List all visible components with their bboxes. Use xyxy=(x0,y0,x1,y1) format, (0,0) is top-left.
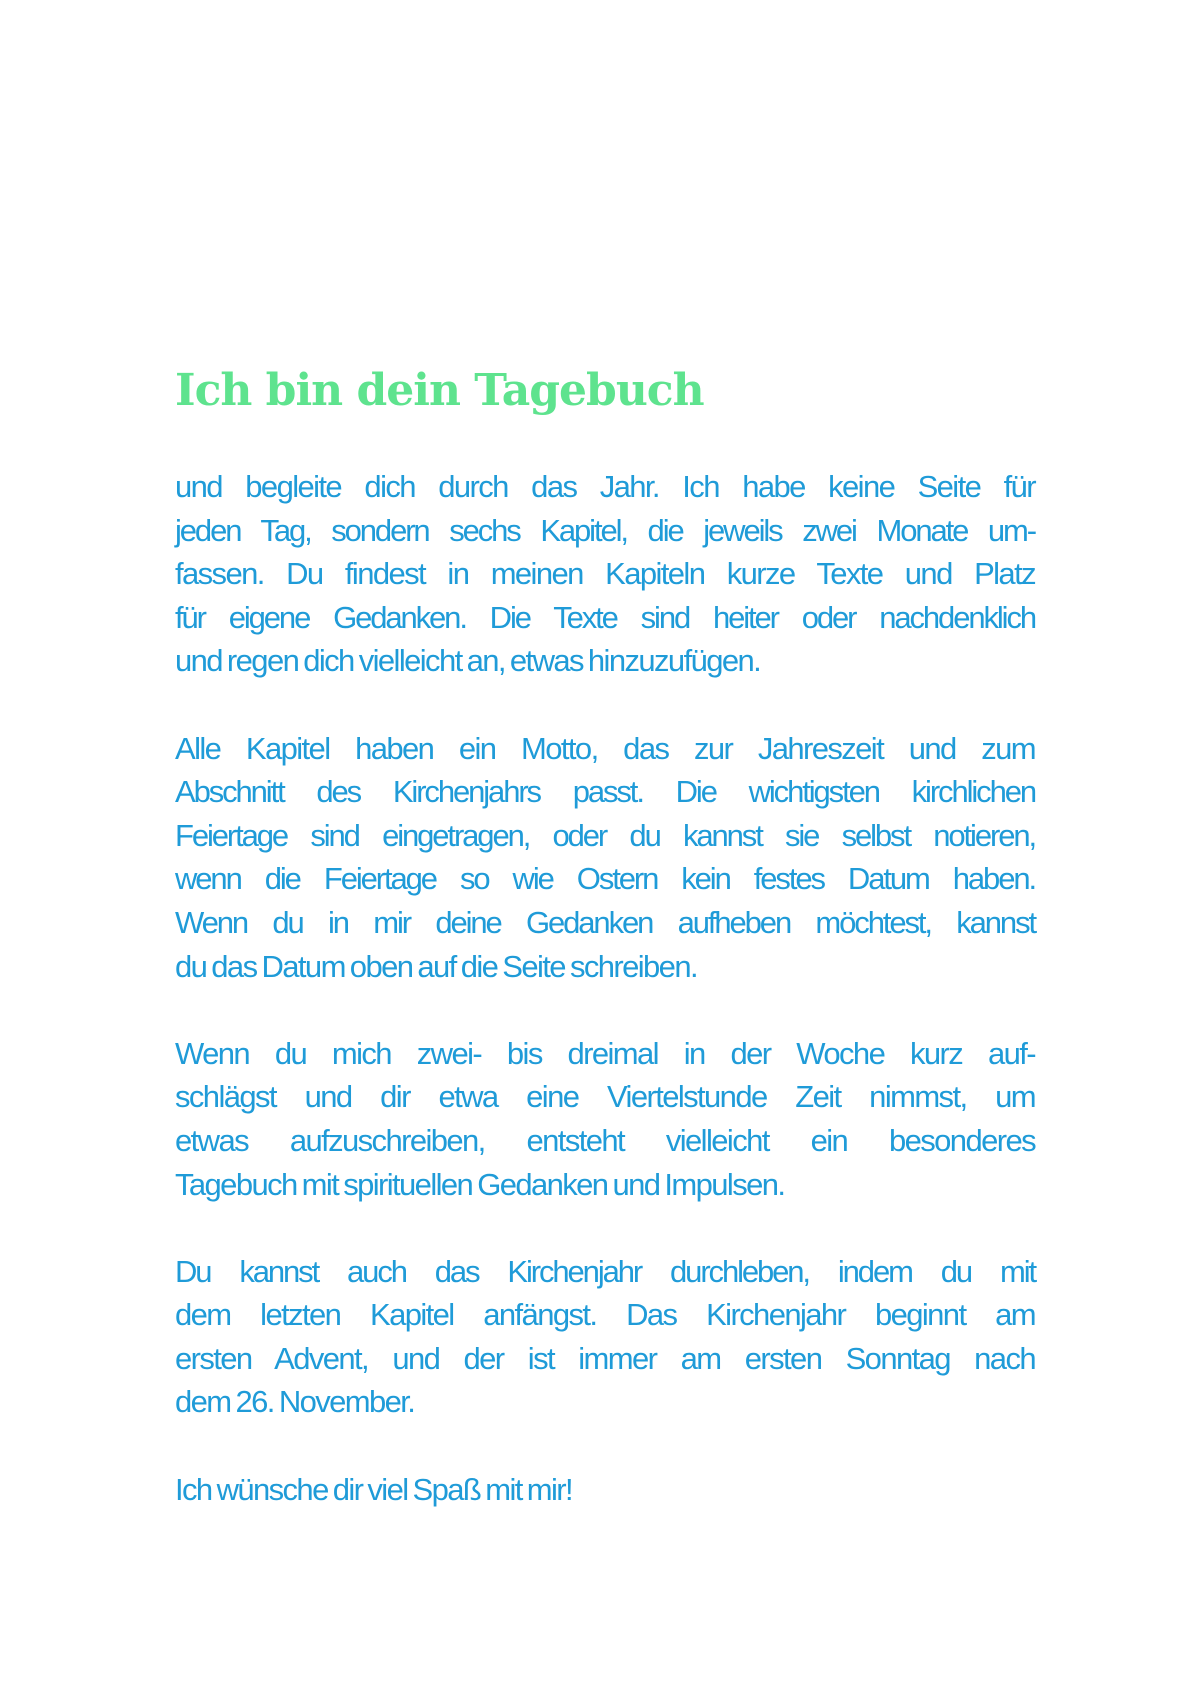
text-line: etwas aufzuschreiben, entsteht vielleicht ein besonderes xyxy=(175,1122,1035,1158)
paragraph-intro xyxy=(175,465,1035,683)
text-line: jeden Tag, sondern sechs Kapitel, die jeweils zwei Monate um- xyxy=(175,512,1035,548)
text-line: und begleite dich durch das Jahr. Ich habe keine Seite für xyxy=(175,469,1035,504)
text-line: Tagebuch mit spirituellen Gedanken und Impulsen. xyxy=(175,1166,785,1202)
text-line: dem letzten Kapitel anfängst. Das Kirchenjahr beginnt am xyxy=(175,1297,1035,1333)
body-text xyxy=(175,465,1035,1555)
text-line: Abschnitt des Kirchenjahrs passt. Die wichtigsten kirchlichen xyxy=(175,774,1035,810)
text-line: Wenn du in mir deine Gedanken aufheben möchtest, kannst xyxy=(175,904,1035,940)
text-line: Feiertage sind eingetragen, oder du kannst sie selbst notieren, xyxy=(175,817,1035,853)
text-line: Wenn du mich zwei- bis dreimal in der Woche kurz auf- xyxy=(175,1035,1035,1071)
text-line: wenn die Feiertage so wie Ostern kein festes Datum haben. xyxy=(175,861,1035,897)
text-line: du das Datum oben auf die Seite schreiben. xyxy=(175,948,697,984)
text-line: Ich wünsche dir viel Spaß mit mir! xyxy=(175,1471,573,1507)
text-line: Du kannst auch das Kirchenjahr durchleben, indem du mit xyxy=(175,1253,1035,1289)
text-line: fassen. Du findest in meinen Kapiteln kurze Texte und Platz xyxy=(175,556,1035,592)
text-line: ersten Advent, und der ist immer am ersten Sonntag nach xyxy=(175,1340,1035,1376)
text-line: und regen dich vielleicht an, etwas hinzuzufügen. xyxy=(175,643,761,679)
text-line: für eigene Gedanken. Die Texte sind heiter oder nachdenklich xyxy=(175,599,1035,635)
paragraph-usage xyxy=(175,1032,1035,1206)
text-line: Alle Kapitel haben ein Motto, das zur Jahreszeit und zum xyxy=(175,730,1035,766)
paragraph-chapters xyxy=(175,727,1035,989)
text-line: schlägst und dir etwa eine Viertelstunde Zeit nimmst, um xyxy=(175,1079,1035,1115)
text-line: dem 26. November. xyxy=(175,1384,415,1420)
paragraph-church-year xyxy=(175,1250,1035,1424)
page-title: Ich bin dein Tagebuch xyxy=(175,365,704,416)
paragraph-closing xyxy=(175,1468,1035,1512)
